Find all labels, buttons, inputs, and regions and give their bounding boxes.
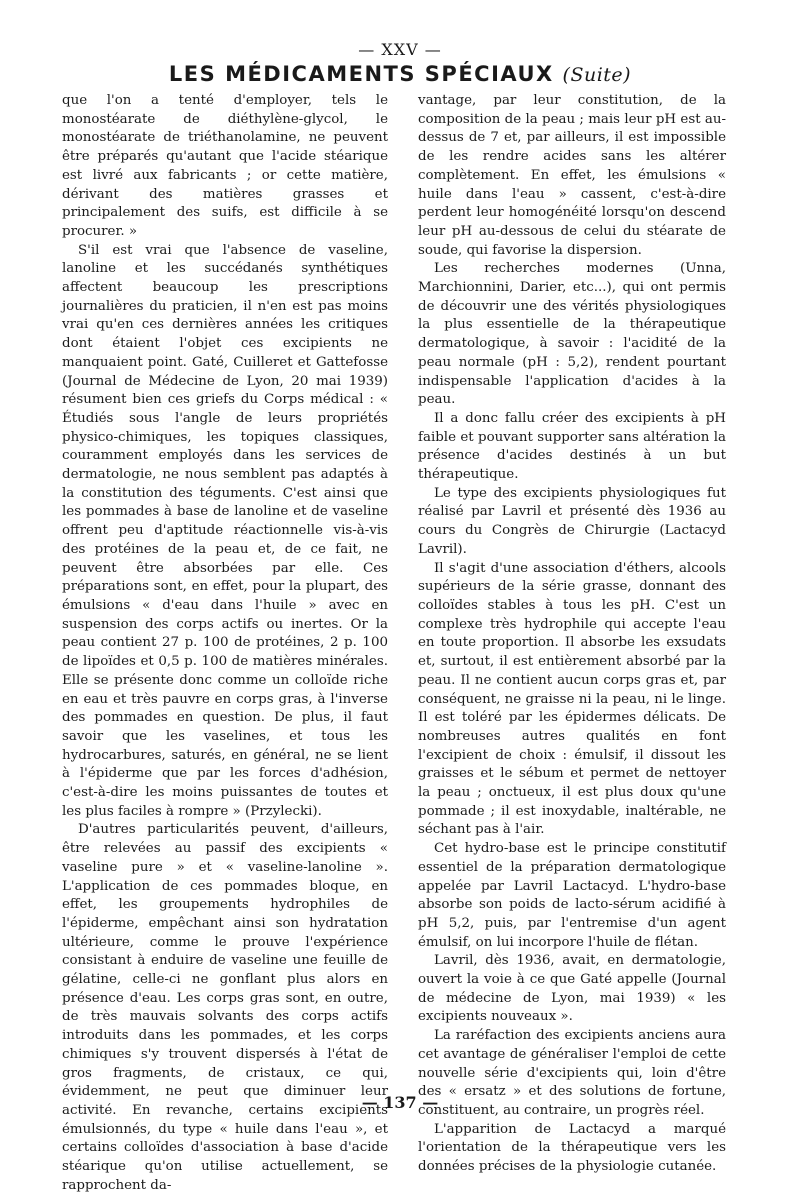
page-title xyxy=(0,62,800,86)
paragraph: vantage, par leur constitution, de la composition de la peau ; mais leur pH est au-dessus de 7 et, par ailleurs, il est impossible de les rendre acides sans les altérer complètement. En effet, les émulsions « huile dans l'eau » cassent, c'est-à-dire perdent leur homogénéité lorsqu'on descend leur pH au-dessous de celui du stéarate de soude, qui favorise la dispersion. xyxy=(418,93,726,258)
paragraph: Les recherches modernes (Unna, Marchionnini, Darier, etc...), qui ont permis de découvrir une des vérités physiologiques la plus essentielle de la thérapeutique dermatologique, à savoir : l'acidité de la peau normale (pH : 5,2), rendent pourtant indispensable l'application d'acides à la peau. xyxy=(418,261,726,408)
paragraph: L'apparition de Lactacyd a marqué l'orientation de la thérapeutique vers les données précises de la physiologie cutanée. xyxy=(418,1121,726,1175)
paragraph: que l'on a tenté d'employer, tels le monostéarate de diéthylène-glycol, le monostéarate de triéthanolamine, ne peuvent être préparés qu'autant que l'acide stéarique est livré aux fabricants ; or cette matière, dérivant des matières grasses et principalement des suifs, est difficile à se procurer. » xyxy=(62,93,388,239)
paragraph: Il s'agit d'une association d'éthers, alcools supérieurs de la série grasse, donnant des colloïdes stables à tous les pH. C'est un complexe très hydrophile qui accepte l'eau en toute proportion. Il absorbe les exsudats et, surtout, il est entièrement absorbé par la peau. Il ne contient aucun corps gras et, par conséquent, ne graisse ni la peau, ni le linge. Il est toléré par les épidermes délicats. De nombreuses autres qualités en font l'excipient de choix : émulsif, il dissout les graisses et le sébum et permet de nettoyer la peau ; onctueux, il est plus doux qu'une pommade ; il est inoxydable, inaltérable, ne séchant pas à l'air. xyxy=(418,560,726,838)
paragraph: Il a donc fallu créer des excipients à pH faible et pouvant supporter sans altération la présence d'acides destinés à un but thérapeutique. xyxy=(418,410,726,483)
paragraph: D'autres particularités peuvent, d'ailleurs, être relevées au passif des excipients « vaseline pure » et « vaseline-lanoline ». L'application de ces pommades bloque, en effet, les groupements hydrophiles de l'épiderme, empêchant ainsi son hydratation ultérieure, comme le prouve l'expérience consistant à enduire de vaseline une feuille de gélatine, celle-ci ne gonflant plus alors en présence d'eau. Les corps gras sont, en outre, de très mauvais solvants des corps actifs introduits dans les pommades, et les corps chimiques s'y trouvent dispersés à l'état de gros fragments, de cristaux, ce qui, évidemment, ne peut que diminuer leur activité. En revanche, certains excipients émulsionnés, du type « huile dans l'eau », et certains colloïdes d'association à base d'acide stéarique qu'on utilise actuellement, se rapprochent da- xyxy=(62,822,388,1193)
paragraph: La raréfaction des excipients anciens aura cet avantage de généraliser l'emploi de cette nouvelle série d'excipients qui, loin d'être des « ersatz » et des solutions de fortune, constituent, au contraire, un progrès réel. xyxy=(418,1028,726,1118)
paragraph: Cet hydro-base est le principe constitutif essentiel de la préparation dermatologique appelée par Lavril Lactacyd. L'hydro-base absorbe son poids de lacto-sérum acidifié à pH 5,2, puis, par l'entremise d'un agent émulsif, on lui incorpore l'huile de flétan. xyxy=(418,841,726,950)
roman-page-number: — XXV — xyxy=(358,40,442,59)
left-column xyxy=(62,92,388,1195)
paragraph: S'il est vrai que l'absence de vaseline, lanoline et les succédanés synthétiques affectent beaucoup les prescriptions journalières du praticien, il n'en est pas moins vrai qu'en ces dernières années les critiques dont étaient l'objet ces excipients ne manquaient point. Gaté, Cuilleret et Gattefosse (Journal de Médecine de Lyon, 20 mai 1939) résument bien ces griefs du Corps médical : « Étudiés sous l'angle de leurs propriétés physico-chimiques, les topiques classiques, couramment employés dans les services de dermatologie, ne nous semblent pas adaptés à la constitution des téguments. C'est ainsi que les pommades à base de lanoline et de vaseline offrent peu d'aptitude réactionnelle vis-à-vis des protéines de la peau et, de ce fait, ne peuvent être absorbées par elle. Ces préparations sont, en effet, pour la plupart, des émulsions « d'eau dans l'huile » avec en suspension des corps actifs ou inertes. Or la peau contient 27 p. 100 de protéines, 2 p. 100 de lipoïdes et 0,5 p. 100 de matières minérales. Elle se présente donc comme un colloïde riche en eau et très pauvre en corps gras, à l'inverse des pommades en question. De plus, il faut savoir que les vaselines, et tous les hydrocarbures, saturés, en général, ne se lient à l'épiderme que par les forces d'adhésion, c'est-à-dire les moins puissantes de toutes et les plus faciles à rompre » (Przylecki). xyxy=(62,242,388,819)
page-number: — 137 — xyxy=(361,1093,439,1112)
paragraph: Le type des excipients physiologiques fut réalisé par Lavril et présenté dès 1936 au cours du Congrès de Chirurgie (Lactacyd Lavril). xyxy=(418,485,726,557)
title-suite: (Suite) xyxy=(562,64,632,86)
title-text: LES MÉDICAMENTS SPÉCIAUX xyxy=(168,62,554,86)
paragraph: Lavril, dès 1936, avait, en dermatologie, ouvert la voie à ce que Gaté appelle (Journal de médecine de Lyon, mai 1939) « les excipients nouveaux ». xyxy=(418,953,726,1025)
right-column xyxy=(418,92,726,1177)
